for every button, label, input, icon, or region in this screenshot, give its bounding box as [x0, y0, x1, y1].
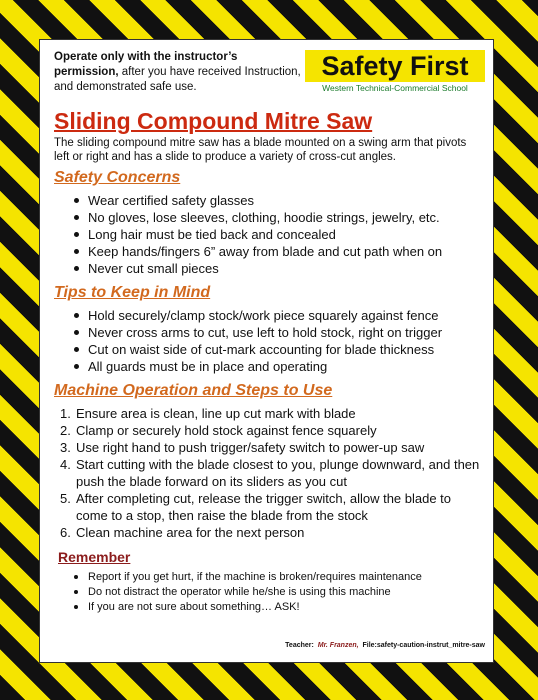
step-number: 1.	[60, 406, 71, 421]
list-item: Cut on waist side of cut-mark accounting for blade thickness	[74, 341, 484, 358]
list-item: All guards must be in place and operating	[74, 358, 484, 375]
permission-note-rest: after you have received Instruction, and demonstrated safe use.	[54, 66, 301, 93]
operation-steps-list	[60, 405, 485, 541]
remember-list	[74, 570, 484, 615]
step-text: Start cutting with the blade closest to you, plunge downward, and then push the blade forward on its sliders as you cut	[76, 457, 480, 489]
list-item: Never cut small pieces	[74, 260, 484, 277]
step-number: 4.	[60, 457, 71, 472]
step-item	[60, 439, 485, 456]
step-number: 3.	[60, 440, 71, 455]
poster-content	[40, 40, 493, 662]
machine-operation-heading: Machine Operation and Steps to Use	[54, 382, 333, 399]
file-name: File:safety-caution-instrut_mitre-saw	[362, 642, 485, 649]
footer-credit	[285, 642, 485, 649]
step-item	[60, 456, 485, 490]
tips-list	[74, 307, 484, 375]
step-number: 6.	[60, 525, 71, 540]
step-number: 2.	[60, 423, 71, 438]
step-text: Clean machine area for the next person	[76, 525, 305, 540]
step-item	[60, 524, 485, 541]
list-item: Never cross arms to cut, use left to hold stock, right on trigger	[74, 324, 484, 341]
step-text: Clamp or securely hold stock against fence squarely	[76, 423, 377, 438]
step-number: 5.	[60, 491, 71, 506]
step-item	[60, 405, 485, 422]
step-text: After completing cut, release the trigger switch, allow the blade to come to a stop, then raise the blade from the stock	[76, 491, 452, 523]
step-item	[60, 422, 485, 439]
list-item: No gloves, lose sleeves, clothing, hoodie strings, jewelry, etc.	[74, 209, 484, 226]
teacher-label: Teacher:	[285, 642, 314, 649]
list-item: Hold securely/clamp stock/work piece squarely against fence	[74, 307, 484, 324]
intro-paragraph: The sliding compound mitre saw has a blade mounted on a swing arm that pivots left or right and has a slide to produce a variety of cross-cut angles.	[54, 137, 467, 163]
step-text: Use right hand to push trigger/safety switch to power-up saw	[76, 440, 425, 455]
teacher-name: Mr. Franzen,	[317, 642, 359, 649]
safety-first-logo: Safety First	[305, 50, 485, 82]
step-text: Ensure area is clean, line up cut mark with blade	[76, 406, 356, 421]
safety-concerns-list	[74, 192, 484, 277]
brand-block	[305, 50, 485, 93]
permission-note-bold: Operate only with the instructor’s permission,	[54, 51, 238, 78]
list-item: Keep hands/fingers 6” away from blade and cut path when on	[74, 243, 484, 260]
school-name: Western Technical-Commercial School	[322, 83, 468, 93]
page-title: Sliding Compound Mitre Saw	[54, 108, 373, 134]
list-item: Wear certified safety glasses	[74, 192, 484, 209]
step-item	[60, 490, 485, 524]
tips-heading: Tips to Keep in Mind	[54, 284, 211, 301]
remember-heading: Remember	[58, 549, 131, 565]
list-item: Long hair must be tied back and concealed	[74, 226, 484, 243]
list-item: If you are not sure about something… ASK!	[74, 600, 484, 615]
safety-concerns-heading: Safety Concerns	[54, 169, 181, 186]
list-item: Report if you get hurt, if the machine is broken/requires maintenance	[74, 570, 484, 585]
permission-note	[54, 50, 304, 95]
list-item: Do not distract the operator while he/she is using this machine	[74, 585, 484, 600]
